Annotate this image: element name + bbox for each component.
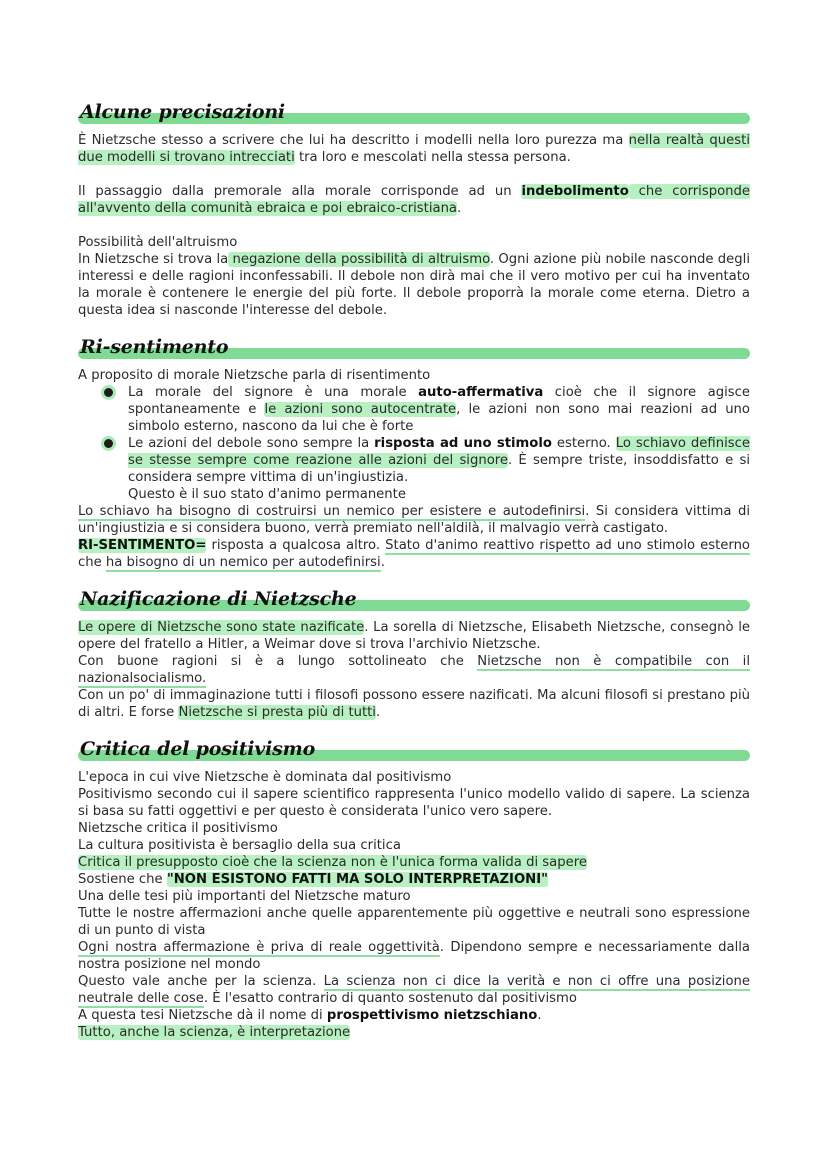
paragraph bbox=[78, 537, 750, 571]
text: . Ogni azione più nobile nasconde degli interessi e delle ragioni inconfessabili. Il debole non dirà mai che il vero motivo per cui ha inventato la morale è contenere le energie del più forte. Il debole proporrà la morale come eterna. Dietro a questa idea si nasconde l'interesse del debole. bbox=[78, 252, 750, 318]
section-critica-positivismo bbox=[78, 738, 750, 1041]
highlighted-text: Nietzsche si presta più di tutti bbox=[178, 705, 376, 720]
paragraph: Tutte le nostre affermazioni anche quelle apparentemente più oggettive e neutrali sono espressione di un punto di vista bbox=[78, 906, 750, 938]
text: . bbox=[380, 555, 385, 570]
list-item bbox=[128, 435, 750, 486]
text: esterno. bbox=[551, 436, 616, 451]
underlined-text: La scienza non ci dice la verità e non ci offre una posizione neutrale delle cose bbox=[78, 974, 750, 1006]
underlined-text: Lo schiavo ha bisogno di costruirsi un nemico per esistere e autodefinirsi bbox=[78, 504, 586, 519]
paragraph: A proposito di morale Nietzsche parla di risentimento bbox=[78, 368, 431, 383]
highlighted-text: che corrisponde all'avvento della comunità ebraica e poi ebraico-cristiana bbox=[78, 184, 750, 216]
paragraph: Positivismo secondo cui il sapere scientifico rappresenta l'unico modello valido di sapere. La scienza si basa su fatti oggettivi e per questo è considerata l'unico vero sapere. bbox=[78, 787, 750, 819]
section-ri-sentimento bbox=[78, 336, 751, 571]
text: . bbox=[537, 1008, 542, 1023]
paragraph bbox=[78, 939, 750, 973]
paragraph bbox=[78, 1007, 750, 1024]
highlighted-text: Lo schiavo definisce se stesse sempre come reazione alle azioni del signore bbox=[128, 436, 750, 468]
highlighted-text: Critica il presupposto cioè che la scienza non è l'unica forma valida di sapere bbox=[78, 855, 587, 870]
text: Il passaggio dalla premorale alla morale corrisponde ad un bbox=[78, 184, 522, 199]
text: Questo vale anche per la scienza. bbox=[78, 974, 324, 989]
paragraph bbox=[78, 871, 750, 888]
text: A questa tesi Nietzsche dà il nome di bbox=[78, 1008, 327, 1023]
heading-text: Ri-sentimento bbox=[80, 336, 229, 358]
text: . È sempre triste, insoddisfatto e si considera sempre vittima di un'ingiustizia. bbox=[128, 453, 750, 485]
subtitle: Possibilità dell'altruismo bbox=[78, 235, 238, 250]
underlined-text: ha bisogno di un nemico per autodefinirsi bbox=[105, 555, 381, 570]
highlighted-text: Le opere di Nietzsche sono state nazificate bbox=[78, 620, 365, 635]
bold-text: risposta ad uno stimolo bbox=[374, 436, 552, 451]
text: Con buone ragioni si è a lungo sottolineato che bbox=[78, 654, 478, 669]
text: , le azioni non sono mai reazioni ad uno simbolo esterno, nascono da lui che è forte bbox=[128, 402, 750, 434]
text: È Nietzsche stesso a scrivere che lui ha descritto i modelli nella loro purezza ma bbox=[78, 133, 629, 148]
highlighted-text: le azioni sono autocentrate bbox=[264, 402, 457, 417]
notes-page bbox=[78, 101, 751, 1041]
section-nazificazione bbox=[78, 588, 750, 721]
heading-text: Nazificazione di Nietzsche bbox=[80, 588, 357, 610]
underlined-text: Nietzsche non è compatibile con il nazionalsocialismo. bbox=[78, 654, 750, 686]
paragraph: Una delle tesi più importanti del Nietzsche maturo bbox=[78, 889, 411, 904]
heading-text: Critica del positivismo bbox=[80, 738, 316, 760]
paragraph bbox=[78, 687, 750, 721]
bold-text: auto-affermativa bbox=[418, 385, 544, 400]
paragraph bbox=[78, 619, 750, 653]
highlighted-text: Tutto, anche la scienza, è interpretazione bbox=[78, 1025, 351, 1040]
text: tra loro e mescolati nella stessa persona. bbox=[294, 150, 571, 165]
underlined-text: Ogni nostra affermazione è priva di reale oggettività bbox=[78, 940, 440, 955]
paragraph: Questo è il suo stato d'animo permanente bbox=[128, 487, 406, 502]
paragraph bbox=[78, 1024, 750, 1041]
text: In Nietzsche si trova la bbox=[78, 252, 229, 267]
text: . Si considera vittima di un'ingiustizia e si considera buono, verrà premiato nell'aldilà, il malvagio verrà castigato. bbox=[78, 504, 750, 536]
text: . Dipendono sempre e necessariamente dalla nostra posizione nel mondo bbox=[78, 940, 750, 972]
paragraph bbox=[78, 854, 750, 871]
bullet-list bbox=[78, 384, 750, 486]
paragraph: L'epoca in cui vive Nietzsche è dominata dal positivismo bbox=[78, 770, 452, 785]
heading-text: Alcune precisazioni bbox=[80, 101, 285, 123]
text: Con un po' di immaginazione tutti i filosofi possono essere nazificati. Ma alcuni filosofi si prestano più di altri. E forse bbox=[78, 688, 750, 720]
paragraph bbox=[78, 132, 750, 166]
text: La morale del signore è una morale bbox=[128, 385, 419, 400]
section-alcune-precisazioni bbox=[78, 101, 750, 319]
highlighted-text: negazione della possibilità di altruismo bbox=[228, 252, 490, 267]
text: . La sorella di Nietzsche, Elisabeth Nietzsche, consegnò le opere del fratello a Hitler, a Weimar dove si trova l'archivio Nietzsche. bbox=[78, 620, 750, 652]
paragraph bbox=[78, 183, 750, 217]
section-heading bbox=[78, 336, 750, 365]
section-heading bbox=[78, 101, 750, 130]
text: cioè che il signore agisce spontaneamente e bbox=[128, 385, 750, 417]
text: Sostiene che bbox=[78, 872, 167, 887]
section-heading bbox=[78, 588, 750, 617]
bold-text: "NON ESISTONO FATTI MA SOLO INTERPRETAZIONI" bbox=[166, 872, 548, 887]
bold-text: prospettivismo nietzschiano bbox=[326, 1008, 538, 1023]
text: . È l'esatto contrario di quanto sostenuto dal positivismo bbox=[203, 991, 577, 1006]
text: . bbox=[375, 705, 381, 720]
bold-text: indebolimento bbox=[521, 184, 629, 199]
text: risposta a qualcosa altro. bbox=[206, 538, 386, 553]
list-item bbox=[128, 384, 750, 435]
bullet-icon bbox=[104, 388, 113, 397]
paragraph: Nietzsche critica il positivismo bbox=[78, 821, 278, 836]
text: che bbox=[78, 555, 106, 570]
paragraph bbox=[78, 653, 750, 687]
paragraph: La cultura positivista è bersaglio della sua critica bbox=[78, 838, 401, 853]
paragraph bbox=[78, 503, 750, 537]
paragraph bbox=[78, 251, 750, 319]
highlighted-text: nella realtà questi due modelli si trovano intrecciati bbox=[78, 133, 750, 165]
bold-text: RI-SENTIMENTO= bbox=[78, 538, 207, 553]
paragraph bbox=[78, 973, 750, 1007]
text: Le azioni del debole sono sempre la bbox=[128, 436, 375, 451]
section-heading bbox=[78, 738, 750, 767]
underlined-text: Stato d'animo reattivo rispetto ad uno stimolo esterno bbox=[385, 538, 751, 553]
text: . bbox=[457, 201, 462, 216]
bullet-icon bbox=[104, 439, 113, 448]
